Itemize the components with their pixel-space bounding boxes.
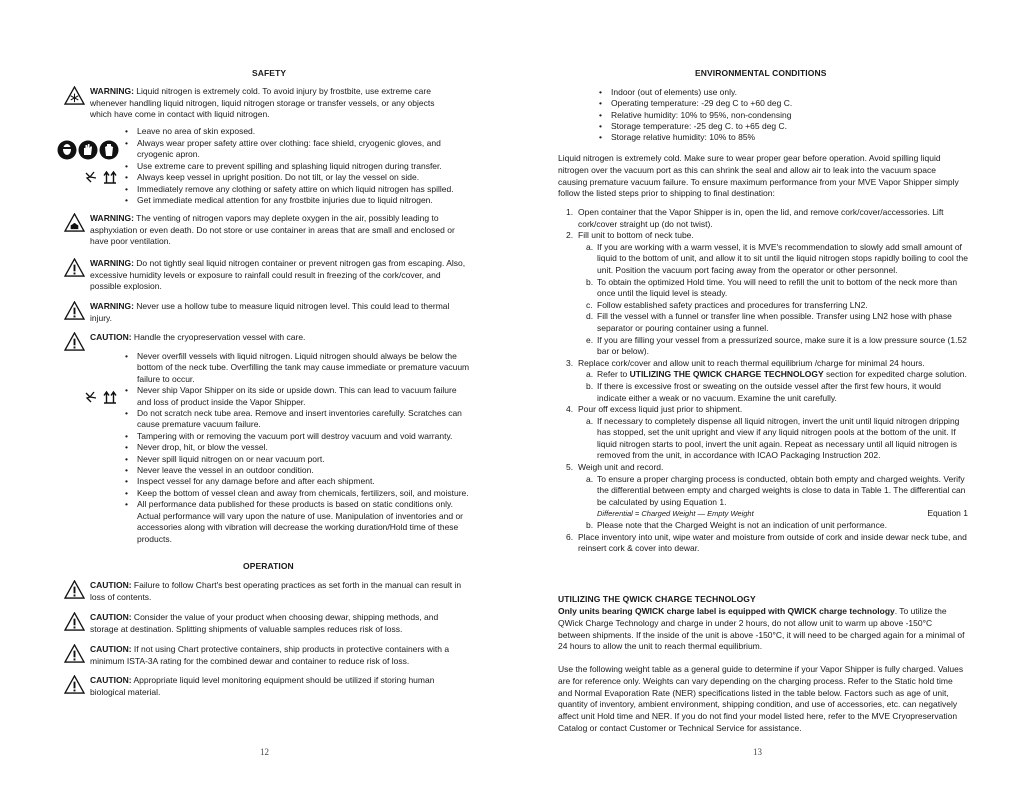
substep-text: Refer to — [597, 369, 630, 380]
this-way-up-icon — [103, 170, 117, 184]
list-item: • Do not scratch neck tube area. Remove and insert inventories carefully. Scratches can cause premature vacuum failure. — [125, 408, 470, 431]
ppe-icons — [57, 140, 119, 160]
list-item: • Operating temperature: -29 deg C to +60 deg C. — [599, 98, 899, 109]
warning-frostbite — [90, 86, 456, 121]
caution-label: CAUTION: — [90, 675, 132, 685]
caution-level-monitoring — [90, 675, 466, 698]
substep: c. Follow established safety practices and procedures for transferring LN2. — [586, 299, 868, 310]
step-2 — [558, 230, 968, 358]
substep-text: Follow established safety practices and procedures for transferring LN2. — [597, 299, 868, 310]
qwick-text: . To utilize the QWick Charge Technology and charge in under 2 hours, do not allow unit to warm up above -150°C between shipments. If the inside of the unit is above -150°C, it will need to be charged again for a minimal of 24 hours to allow the unit to reach thermal equilibrium. — [558, 606, 965, 652]
step-number: 3. — [566, 357, 574, 368]
intro-paragraph: Liquid nitrogen is extremely cold. Make sure to wear proper gear before operation. Avoid spilling liquid nitrogen over the vacuum port as this can shrink the seal and allow air to leak into the vacuum space causing premature vacuum failure. To ensure maximum performance from your MVE Vapor Shipper simply follow the listed steps prior to shipping to final destination: — [558, 153, 959, 199]
safety-heading: SAFETY — [252, 68, 287, 78]
list-item: • Storage relative humidity: 10% to 85% — [599, 132, 899, 143]
substep: b. If there is excessive frost or sweating on the outside vessel after the first few hours, it would indicate either a weak or no vacuum. Examine the unit carefully. — [586, 380, 941, 403]
substep-text: To ensure a proper charging process is conducted, obtain both empty and charged weights. Verify the differential between empty and charged weights is close to data in Table 1. The differential can be calculated by using Equation 1. — [597, 473, 966, 507]
substep-text: To obtain the optimized Hold time. You will need to refill the unit to bottom of the neck more than once until the liquid level is steady. — [597, 276, 958, 299]
warning-text: Liquid nitrogen is extremely cold. To avoid injury by frostbite, use extreme care whenever handling liquid nitrogen, liquid nitrogen storage or transfer vessels, or any objects which have come in contact with liquid nitrogen. — [90, 86, 435, 120]
list-item: • Never overfill vessels with liquid nitrogen. Liquid nitrogen should always be below the bottom of the neck tube. Overfilling the tank may cause immediate or premature vacuum failure to occur. — [125, 351, 470, 385]
environmental-heading: ENVIRONMENTAL CONDITIONS — [695, 68, 827, 78]
warning-text: Never use a hollow tube to measure liquid nitrogen level. This could lead to thermal injury. — [90, 301, 450, 323]
warning-sealing — [90, 258, 466, 293]
caution-product-value — [90, 612, 466, 635]
step-number: 6. — [566, 531, 574, 542]
list-item: • Indoor (out of elements) use only. — [599, 87, 899, 98]
step-1 — [558, 207, 968, 230]
step-number: 1. — [566, 207, 574, 217]
list-item: • Leave no area of skin exposed. — [125, 126, 465, 138]
equation-row — [597, 508, 968, 520]
steps-list — [558, 207, 968, 555]
caution-text: Consider the value of your product when choosing dewar, shipping methods, and storage at destination. Splitting shipments of valuable samples reduces risk of loss. — [90, 612, 439, 634]
caution-label: CAUTION: — [90, 612, 132, 622]
substep: a. If necessary to completely dispense all liquid nitrogen, invert the unit until liquid nitrogen dripping has stopped, set the unit upright and view if any liquid nitrogen pools at the bottom of the unit. If liquid nitrogen starts to pool, invert the unit again. Repeat as necessary until all liquid nitrogen is removed from the unit, in accordance with ICAO Packaging Instruction 202. — [586, 415, 960, 461]
substep: a. Refer to UTILIZING THE QWICK CHARGE TECHNOLOGY section for expedited charge solution. — [586, 369, 967, 380]
caution-text: Failure to follow Chart's best operating practices as set forth in the manual can result in loss of contents. — [90, 580, 462, 602]
substep-text: Fill the vessel with a funnel or transfer line when possible. Transfer using LN2 hose with phase separator or pouring container using a funnel. — [597, 311, 952, 333]
qwick-heading: UTILIZING THE QWICK CHARGE TECHNOLOGY — [558, 594, 756, 604]
frostbite-warning-icon — [64, 86, 85, 105]
list-item: • Never spill liquid nitrogen on or near vacuum port. — [125, 454, 470, 465]
page-number: 12 — [260, 747, 269, 757]
step-5 — [558, 462, 968, 532]
list-item: • Inspect vessel for any damage before and after each shipment. — [125, 476, 470, 487]
list-item: • Get immediate medical attention for any frostbite injuries due to liquid nitrogen. — [125, 195, 465, 207]
list-item: • Tampering with or removing the vacuum port will destroy vacuum and void warranty. — [125, 431, 470, 442]
list-item: • Use extreme care to prevent spilling and splashing liquid nitrogen during transfer. — [125, 161, 465, 173]
caution-triangle-icon — [64, 644, 85, 663]
caution-handle — [90, 332, 466, 344]
list-item: • Never drop, hit, or blow the vessel. — [125, 442, 470, 453]
warning-text: Do not tightly seal liquid nitrogen container or prevent nitrogen gas from escaping. Also, excessive humidity levels or exposure to rainfall could result in freezing of the cork/cover, and possible explosion. — [90, 258, 466, 292]
caution-label: CAUTION: — [90, 644, 132, 654]
asphyxiation-warning-icon — [64, 213, 85, 232]
step-text: Pour off excess liquid just prior to shipment. — [578, 404, 743, 415]
caution-text: Appropriate liquid level monitoring equipment should be utilized if storing human biological material. — [90, 675, 435, 697]
substep-text: If there is excessive frost or sweating on the outside vessel after the first few hours, it would indicate either a weak or no vacuum. Examine the unit carefully. — [597, 380, 941, 403]
step-3 — [558, 358, 968, 404]
substep-text: If you are filling your vessel from a pressurized source, make sure it is a low pressure source (1.52 bar or below). — [597, 334, 967, 357]
step-number: 2. — [566, 230, 574, 241]
step-text: Replace cork/cover and allow unit to reach thermal equilibrium /charge for minimal 24 hours. — [578, 357, 925, 368]
caution-protective-containers — [90, 644, 466, 667]
this-way-up-icon — [103, 390, 117, 404]
caution-label: CAUTION: — [90, 580, 132, 590]
substep-text: Please note that the Charged Weight is not an indication of unit performance. — [597, 520, 887, 531]
step-number: 5. — [566, 462, 574, 473]
page-number: 13 — [753, 747, 762, 757]
substep-text: If necessary to completely dispense all liquid nitrogen, invert the unit until liquid nitrogen dripping has stopped, set the unit upright and view if any liquid nitrogen pools at the bottom of the unit. If liquid nitrogen starts to pool, invert the unit again. Repeat as necessary until all liquid nitrogen is removed from the unit, in accordance with ICAO Packaging Instruction 202. — [597, 415, 960, 461]
step-text: Place inventory into unit, wipe water and moisture from outside of cork and inside dewar neck tube, and reinsert cork & cover into dewar. — [578, 531, 967, 554]
face-shield-icon — [57, 140, 77, 160]
fragile-icon — [84, 390, 98, 404]
substep-text: If you are working with a warm vessel, it is MVE's recommendation to slowly add small amount of liquid to the bottom of unit, and allow it to sit until the liquid nitrogen stops rapidly boiling to cool the unit. Position the vacuum port facing away from the operator or other personnel. — [597, 241, 968, 275]
page-right — [512, 0, 1024, 801]
safety-attire-list — [125, 126, 465, 207]
warning-label: WARNING: — [90, 213, 134, 223]
fragile-icon — [84, 170, 98, 184]
equation: Differential = Charged Weight — Empty Weight — [597, 509, 754, 519]
caution-triangle-icon — [64, 612, 85, 631]
qwick-paragraph — [558, 606, 966, 653]
gloves-icon — [78, 140, 98, 160]
warning-label: WARNING: — [90, 258, 134, 268]
caution-text: Handle the cryopreservation vessel with care. — [131, 332, 306, 342]
warning-label: WARNING: — [90, 86, 134, 96]
equation-label: Equation 1 — [927, 508, 968, 519]
warning-text: The venting of nitrogen vapors may deplete oxygen in the air, possibly leading to asphyxiation or even death. Do not store or use container in areas that are small and enclosed or have poor ventilation. — [90, 213, 455, 247]
list-item: • Never ship Vapor Shipper on its side or upside down. This can lead to vacuum failure and loss of product inside the Vapor Shipper. — [125, 385, 470, 408]
list-item: • Never leave the vessel in an outdoor condition. — [125, 465, 470, 476]
caution-text: If not using Chart protective containers, ship products in protective containers with a minimum ISTA-3A rating for the combined dewar and container to reduce risk of loss. — [90, 644, 450, 666]
step-4 — [558, 404, 968, 462]
list-item: • All performance data published for these products is based on static conditions only. Actual performance will vary upon the nature of use. Manipulation of inventories and or accessories along with vibration will decrease the working duration/Hold time of these products. — [125, 499, 470, 545]
environmental-list — [599, 87, 899, 143]
operation-heading: OPERATION — [243, 561, 294, 571]
substep: b. Please note that the Charged Weight is not an indication of unit performance. — [586, 520, 887, 531]
substep: a. To ensure a proper charging process is conducted, obtain both empty and charged weights. Verify the differential between empty and charged weights is close to data in Table 1. The differential can be calculated by using Equation 1. Differential = Charged Weight — Empty Weight Equation 1 — [586, 473, 968, 519]
step-6 — [558, 532, 968, 555]
list-item: • Keep the bottom of vessel clean and away from chemicals, fertilizers, soil, and moisture. — [125, 488, 470, 499]
warning-asphyxiation — [90, 213, 456, 248]
substep: b. To obtain the optimized Hold time. You will need to refill the unit to bottom of the neck more than once until the liquid level is steady. — [586, 276, 958, 299]
step-text: Open container that the Vapor Shipper is in, open the lid, and remove cork/cover/accessories. Lift cork/cover straight up (do not twist). — [578, 207, 944, 229]
caution-triangle-icon — [64, 580, 85, 599]
substep: d. Fill the vessel with a funnel or transfer line when possible. Transfer using LN2 hose with phase separator or pouring container using a funnel. — [586, 311, 952, 333]
warning-triangle-icon — [64, 301, 85, 320]
caution-triangle-icon — [64, 675, 85, 694]
substep-text: section for expedited charge solution. — [823, 369, 967, 380]
step-text: Fill unit to bottom of neck tube. — [578, 230, 694, 241]
substep: e. If you are filling your vessel from a pressurized source, make sure it is a low pressure source (1.52 bar or below). — [586, 334, 967, 357]
weight-paragraph: Use the following weight table as a general guide to determine if your Vapor Shipper is fully charged. Values are for reference only. Weights can vary depending on the charging process. Refer to the Static hold time and Normal Evaporation Rate (NER) specifications listed in the table below. Factors such as age of unit, quantity of inventory, ambient environment, shipping condition, and use of accessories, etc. can negatively affect unit Hold time and NER. If you do not find your model listed here, refer to the MVE Cryopreservation Catalog or contact Customer or Technical Service for assistance. — [558, 664, 964, 733]
list-item: • Always wear proper safety attire over clothing: face shield, cryogenic gloves, and cryogenic apron. — [125, 138, 465, 161]
caution-triangle-icon — [64, 332, 85, 351]
list-item: • Immediately remove any clothing or safety attire on which liquid nitrogen has spilled. — [125, 184, 465, 196]
caution-label: CAUTION: — [90, 332, 132, 342]
warning-label: WARNING: — [90, 301, 134, 311]
apron-icon — [99, 140, 119, 160]
list-item: • Always keep vessel in upright position. Do not tilt, or lay the vessel on side. — [125, 172, 465, 184]
list-item: • Storage temperature: -25 deg C. to +65 deg C. — [599, 121, 899, 132]
step-number: 4. — [566, 404, 574, 415]
substep: a. If you are working with a warm vessel, it is MVE's recommendation to slowly add small amount of liquid to the bottom of unit, and allow it to sit until the liquid nitrogen stops rapidly boiling to cool the unit. Position the vacuum port facing away from the operator or other personnel. — [586, 241, 968, 275]
caution-best-practices — [90, 580, 466, 603]
step-text: Weigh unit and record. — [578, 462, 664, 473]
qwick-bold-text: Only units bearing QWICK charge label is equipped with QWICK charge technology — [558, 606, 895, 616]
qwick-section-reference: UTILIZING THE QWICK CHARGE TECHNOLOGY — [629, 369, 824, 380]
warning-hollow-tube — [90, 301, 466, 324]
warning-triangle-icon — [64, 258, 85, 277]
handling-list — [125, 351, 470, 545]
list-item: • Relative humidity: 10% to 95%, non-condensing — [599, 110, 899, 121]
